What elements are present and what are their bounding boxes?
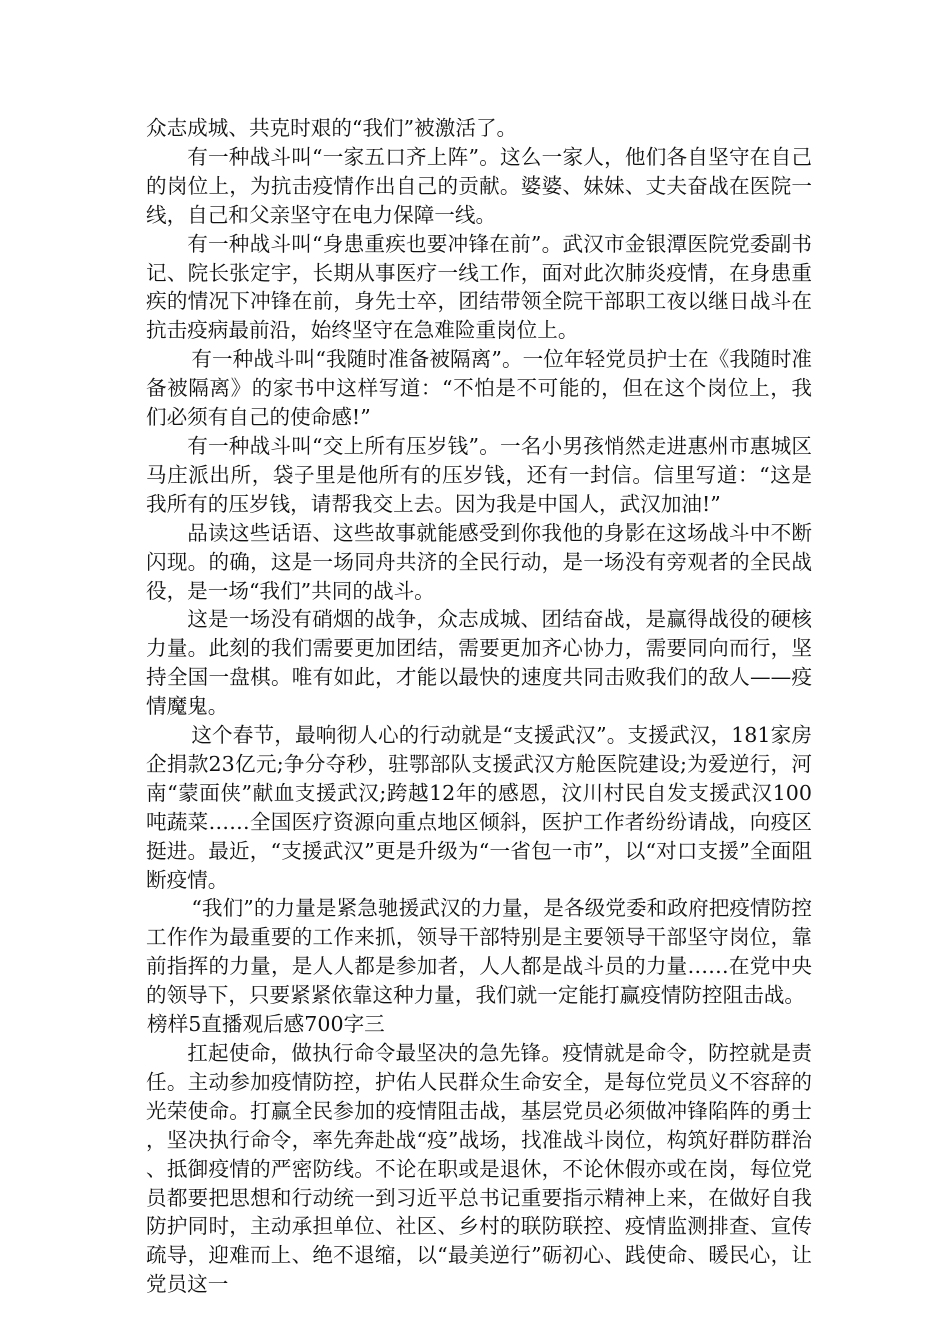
paragraph-unity: 这是一场没有硝烟的战争，众志成城、团结奋战，是赢得战役的硬核力量。此刻的我们需要更加团结，需要更加齐心协力，需要同向而行，坚持全国一盘棋。唯有如此，才能以最快的速度共同击败我们的敌人——疫情魔鬼。 bbox=[146, 607, 812, 719]
paragraph-family-battle: 有一种战斗叫“一家五口齐上阵”。这么一家人，他们各自坚守在自己的岗位上，为抗击疫情作出自己的贡献。婆婆、妹妹、丈夫奋战在医院一线，自己和父亲坚守在电力保障一线。 bbox=[146, 144, 812, 227]
paragraph-support-wuhan: 这个春节，最响彻人心的行动就是“支援武汉”。支援武汉，181家房企捐款23亿元;争分夺秒，驻鄂部队支援武汉方舱医院建设;为爱逆行，河南“蒙面侠”献血支援武汉;跨越12年的感恩，汶川村民自发支援武汉100吨蔬菜……全国医疗资源向重点地区倾斜，医护工作者纷纷请战，向疫区挺进。最近，“支援武汉”更是升级为“一省包一市”，以“对口支援”全面阻断疫情。 bbox=[146, 723, 812, 892]
paragraph-our-strength: “我们”的力量是紧急驰援武汉的力量，是各级党委和政府把疫情防控工作作为最重要的工作来抓，领导干部特别是主要领导干部坚守岗位，靠前指挥的力量，是人人都是参加者，人人都是战斗员的力量……在党中央的领导下，只要紧紧依靠这种力量，我们就一定能打赢疫情防控阻击战。 bbox=[146, 896, 812, 1008]
paragraph-isolation-battle: 有一种战斗叫“我随时准备被隔离”。一位年轻党员护士在《我随时准备被隔离》的家书中这样写道：“不怕是不可能的，但在这个岗位上，我们必须有自己的使命感!” bbox=[146, 347, 812, 430]
paragraph-reflection: 品读这些话语、这些故事就能感受到你我他的身影在这场战斗中不断闪现。的确，这是一场同舟共济的全民行动，是一场没有旁观者的全民战役，是一场“我们”共同的战斗。 bbox=[146, 520, 812, 603]
paragraph-lucky-money-battle: 有一种战斗叫“交上所有压岁钱”。一名小男孩悄然走进惠州市惠城区马庄派出所，袋子里是他所有的压岁钱，还有一封信。信里写道：“这是我所有的压岁钱，请帮我交上去。因为我是中国人，武汉加油!” bbox=[146, 433, 812, 516]
paragraph-mission: 扛起使命，做执行命令最坚决的急先锋。疫情就是命令，防控就是责任。主动参加疫情防控，护佑人民群众生命安全，是每位党员义不容辞的光荣使命。打赢全民参加的疫情阻击战，基层党员必须做冲锋陷阵的勇士，坚决执行命令，率先奔赴战“疫”战场，找准战斗岗位，构筑好群防群治、抵御疫情的严密防线。不论在职或是退休，不论休假亦或在岗，每位党员都要把思想和行动统一到习近平总书记重要指示精神上来，在做好自我防护同时，主动承担单位、社区、乡村的联防联控、疫情监测排查、宣传疏导，迎难而上、绝不退缩，以“最美逆行”砺初心、践使命、暖民心，让党员这一 bbox=[146, 1041, 812, 1297]
paragraph-illness-battle: 有一种战斗叫“身患重疾也要冲锋在前”。武汉市金银潭医院党委副书记、院长张定宇，长期从事医疗一线工作，面对此次肺炎疫情，在身患重疾的情况下冲锋在前，身先士卒，团结带领全院干部职工夜以继日战斗在抗击疫病最前沿，始终坚守在急难险重岗位上。 bbox=[146, 231, 812, 343]
paragraph-continuation: 众志成城、共克时艰的“我们”被激活了。 bbox=[146, 116, 518, 140]
document-body bbox=[146, 114, 812, 1299]
section-heading: 榜样5直播观后感700字三 bbox=[147, 1012, 385, 1037]
